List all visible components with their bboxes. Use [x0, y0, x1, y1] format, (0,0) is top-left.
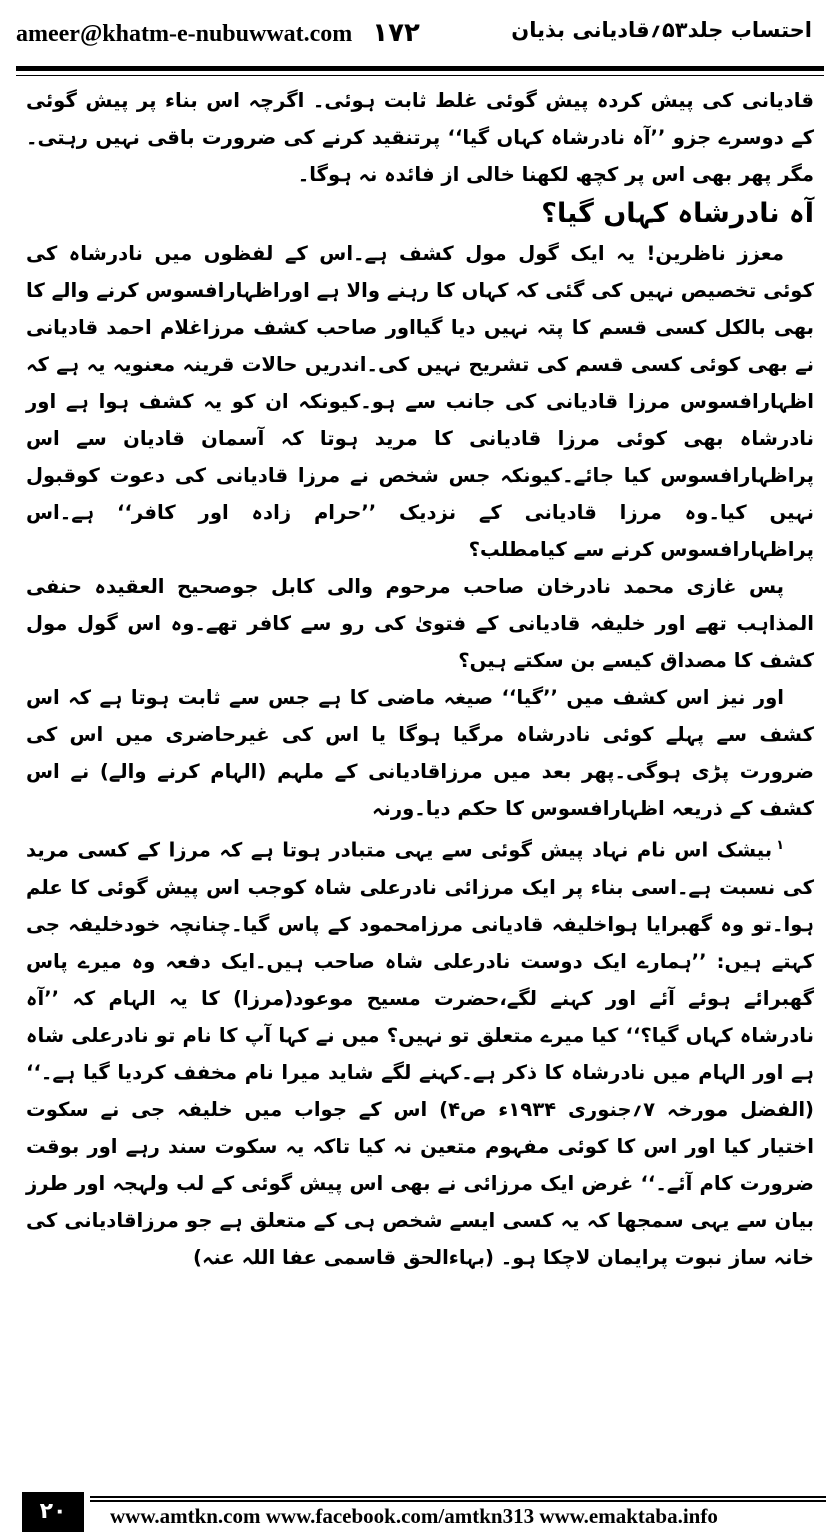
footer-rule-1: [90, 1496, 826, 1498]
paragraph-tense: اور نیز اس کشف میں ’’گیا‘‘ صیغہ ماضی کا ہے جس سے ثابت ہوتا ہے کہ اس کشف سے پہلے کوئی نادرشاہ مرگیا ہوگا یا اس کی غیرحاضری میں اس کی ضرورت پڑی ہوگی۔پھر بعد میں مرزاقادیانی کے ملہم (الہام کرنے والے) نے اس کشف کے ذریعہ اظہارافسوس کا حکم دیا۔ورنہ: [26, 686, 814, 820]
header-rule-thin: [16, 75, 824, 76]
footer-page-number: ۲۰: [22, 1492, 84, 1532]
footnote: [26, 827, 814, 1276]
footnote-text: بیشک اس نام نہاد پیش گوئی سے یہی متبادر ہوتا ہے کہ مرزا کے کسی مرید کی نسبت ہے۔اسی بناء پر ایک مرزائی نادرعلی شاہ کوجب اس پیش گوئی کا علم ہوا۔تو وہ گھبرایا ہواخلیفہ قادیانی مرزامحمود کے پاس گیا۔چنانچہ خودخلیفہ جی کہتے ہیں: ’’ہمارے ایک دوست نادرعلی شاہ صاحب ہیں۔ایک دفعہ وہ میرے پاس گھبرائے ہوئے آئے اور کہنے لگے،حضرت مسیح موعود(مرزا) کا یہ الہام کہ ’’آہ نادرشاہ کہاں گیا؟‘‘ کیا میرے متعلق تو نہیں؟ میں نے کہا آپ کا نام تو نادرعلی شاہ ہے اور الہام میں نادرشاہ کا ذکر ہے۔کہنے لگے شاید میرا نام مخفف کردیا گیا ہے۔‘‘ (الفضل مورخہ ۷؍جنوری ۱۹۳۴ء ص۴) اس کے جواب میں خلیفہ جی نے سکوت اختیار کیا اور اس کا کوئی مفہوم متعین نہ کیا تاکہ یہ سکوت سند رہے اور بوقت ضرورت کام آئے۔‘‘ غرض ایک مرزائی نے بھی اس پیش گوئی کے لب ولہجہ اور طرز بیان سے یہی سمجھا کہ یہ کسی ایسے شخص ہی کے متعلق ہے جو مرزاقادیانی کی خانہ ساز نبوت پرایمان لاچکا ہو۔ (بہاءالحق قاسمی عفا اللہ عنہ): [26, 838, 814, 1269]
header-email: ameer@khatm-e-nubuwwat.com: [16, 21, 353, 47]
header-left: [16, 18, 420, 48]
paragraph-main: معزز ناظرین! یہ ایک گول مول کشف ہے۔اس کے لفظوں میں نادرشاہ کی کوئی تخصیص نہیں کی گئی کہ کہاں کا رہنے والا ہے اوراظہارافسوس کرنے والے کا بھی بالکل کسی قسم کا پتہ نہیں دیا گیااور صاحب کشف مرزاغلام احمد قادیانی نے بھی کوئی کسی قسم کی تشریح نہیں کی۔اندریں حالات قرینہ معنویہ یہ ہے کہ اظہارافسوس مرزا قادیانی کی جانب سے ہو۔کیونکہ ان کو یہ کشف ہوا ہے اور نادرشاہ بھی کوئی مرزا قادیانی کا مرید ہوتا کہ آسمان قادیان سے اس پراظہارافسوس کیا جائے۔کیونکہ جس شخص نے مرزا قادیانی کی دعوت کوقبول نہیں کیا۔وہ مرزا قادیانی کے نزدیک ’’حرام زادہ اور کافر‘‘ ہے۔اس پراظہارافسوس کرنے سے کیامطلب؟: [26, 242, 814, 561]
page-footer: [0, 1492, 840, 1540]
footer-rule-2: [90, 1500, 826, 1502]
header-page-marker: ۱۷۲: [372, 18, 420, 48]
header-book-title: احتساب جلد۵۳؍قادیانی بذیان: [511, 18, 812, 42]
paragraph-ghazi: پس غازی محمد نادرخان صاحب مرحوم والی کابل جوصحیح العقیدہ حنفی المذاہب تھے اور خلیفہ قادیانی کے فتویٰ کی رو سے کافر تھے۔وہ اس گول مول کشف کا مصداق کیسے بن سکتے ہیں؟: [26, 575, 814, 672]
paragraph-intro: قادیانی کی پیش کردہ پیش گوئی غلط ثابت ہوئی۔ اگرچہ اس بناء پر پیش گوئی کے دوسرے جزو ’’آہ نادرشاہ کہاں گیا‘‘ پرتنقید کرنے کی ضرورت باقی نہیں رہتی۔مگر پھر بھی اس پر کچھ لکھنا خالی از فائدہ نہ ہوگا۔: [26, 89, 814, 186]
section-heading: آہ نادرشاہ کہاں گیا؟: [541, 198, 814, 229]
page-header: [0, 0, 840, 72]
page-body: [26, 82, 814, 1276]
footnote-mark: ۱: [776, 838, 784, 853]
footer-urls: www.amtkn.com www.facebook.com/amtkn313 www.emaktaba.info: [110, 1504, 718, 1528]
header-rule-thick: [16, 66, 824, 71]
